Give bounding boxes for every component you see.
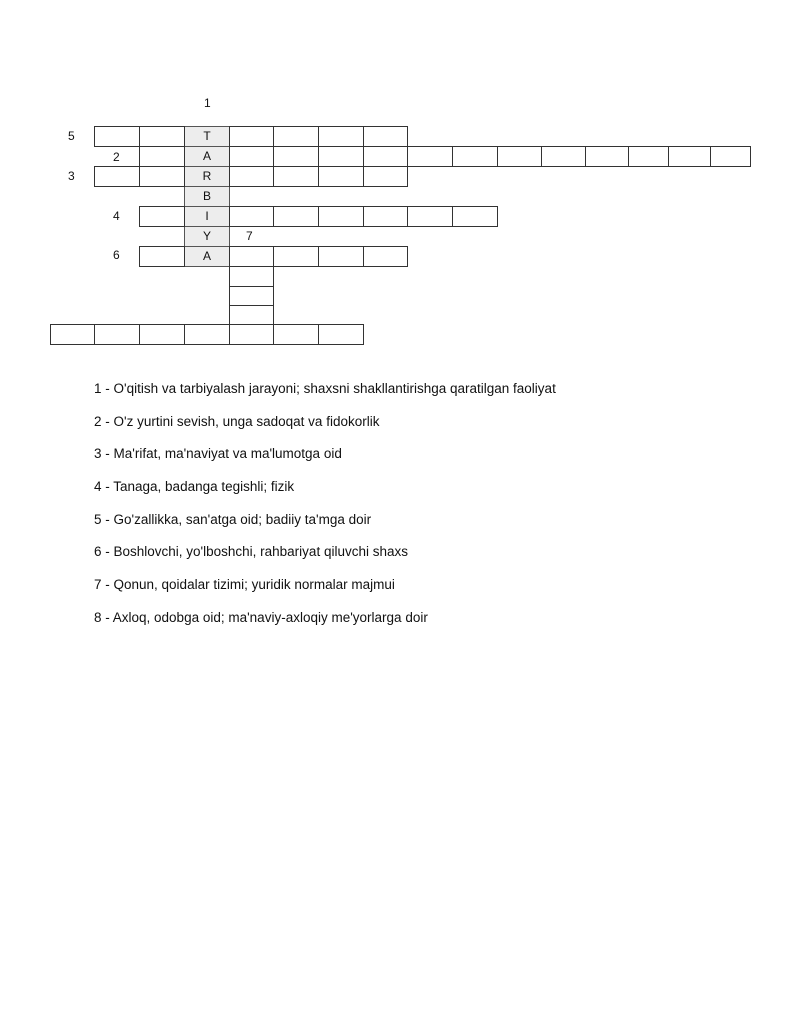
crossword-cell[interactable] — [229, 206, 274, 227]
crossword-cell[interactable] — [184, 324, 230, 345]
crossword-cell[interactable] — [318, 206, 364, 227]
crossword-cell[interactable] — [710, 146, 751, 167]
crossword-cell[interactable] — [452, 206, 498, 227]
clue-item: 7 - Qonun, qoidalar tizimi; yuridik normalar majmui — [94, 577, 395, 593]
crossword-cell[interactable] — [139, 166, 185, 187]
crossword-cell[interactable] — [50, 324, 95, 345]
key-letter-cell[interactable]: I — [184, 206, 230, 227]
crossword-cell[interactable] — [318, 324, 364, 345]
crossword-cell[interactable] — [94, 324, 140, 345]
clue-item: 4 - Tanaga, badanga tegishli; fizik — [94, 479, 295, 495]
crossword-cell[interactable] — [139, 126, 185, 147]
crossword-cell[interactable] — [273, 246, 319, 267]
crossword-cell[interactable] — [628, 146, 669, 167]
key-letter-cell[interactable]: B — [184, 186, 230, 207]
crossword-cell[interactable] — [229, 266, 274, 287]
clue-item: 8 - Axloq, odobga oid; ma'naviy-axloqiy me'yorlarga doir — [94, 609, 428, 625]
crossword-cell[interactable] — [452, 146, 498, 167]
crossword-cell[interactable] — [585, 146, 629, 167]
crossword-cell[interactable] — [407, 146, 453, 167]
crossword-cell[interactable] — [318, 246, 364, 267]
crossword-cell[interactable] — [363, 246, 408, 267]
key-letter-cell[interactable]: T — [184, 126, 230, 147]
crossword-cell[interactable] — [668, 146, 711, 167]
crossword-cell[interactable] — [497, 146, 542, 167]
crossword-cell[interactable] — [318, 166, 364, 187]
key-letter-cell[interactable]: A — [184, 246, 230, 267]
crossword-cell[interactable] — [273, 206, 319, 227]
crossword-cell[interactable] — [229, 324, 274, 345]
clue-item: 5 - Go'zallikka, san'atga oid; badiiy ta'mga doir — [94, 511, 372, 527]
clue-item: 3 - Ma'rifat, ma'naviyat va ma'lumotga oid — [94, 446, 342, 462]
crossword-cell[interactable] — [229, 305, 274, 325]
clue-item: 2 - O'z yurtini sevish, unga sadoqat va fidokorlik — [94, 413, 380, 429]
crossword-cell[interactable] — [318, 126, 364, 147]
crossword-cell[interactable] — [139, 324, 185, 345]
clue-item: 1 - O'qitish va tarbiyalash jarayoni; shaxsni shakllantirishga qaratilgan faoliyat — [94, 381, 556, 396]
crossword-cell[interactable] — [363, 146, 408, 167]
clue-number-4: 4 — [113, 209, 120, 223]
crossword-cell[interactable] — [363, 166, 408, 187]
clue-number-7: 7 — [246, 229, 253, 243]
crossword-cell[interactable] — [363, 126, 408, 147]
crossword-cell[interactable] — [139, 246, 185, 267]
crossword-cell[interactable] — [229, 246, 274, 267]
crossword-cell[interactable] — [273, 146, 319, 167]
crossword-cell[interactable] — [94, 126, 140, 147]
crossword-cell[interactable] — [318, 146, 364, 167]
crossword-cell[interactable] — [273, 324, 319, 345]
clue-number-5: 5 — [68, 129, 75, 143]
crossword-cell[interactable] — [94, 166, 140, 187]
crossword-cell[interactable] — [229, 146, 274, 167]
crossword-cell[interactable] — [229, 166, 274, 187]
crossword-cell[interactable] — [363, 206, 408, 227]
key-letter-cell[interactable]: R — [184, 166, 230, 187]
crossword-cell[interactable] — [541, 146, 586, 167]
clue-number-2: 2 — [113, 150, 120, 164]
crossword-cell[interactable] — [407, 206, 453, 227]
clue-number-1: 1 — [204, 96, 211, 110]
crossword-cell[interactable] — [139, 146, 185, 167]
clue-number-3: 3 — [68, 169, 75, 183]
crossword-cell[interactable] — [273, 166, 319, 187]
crossword-cell[interactable] — [273, 126, 319, 147]
clue-number-6: 6 — [113, 248, 120, 262]
crossword-cell[interactable] — [139, 206, 185, 227]
clue-item: 6 - Boshlovchi, yo'lboshchi, rahbariyat qiluvchi shaxs — [94, 544, 408, 560]
crossword-cell[interactable] — [229, 286, 274, 306]
key-letter-cell[interactable]: A — [184, 146, 230, 167]
key-letter-cell[interactable]: Y — [184, 226, 230, 247]
clue-list — [94, 380, 734, 642]
crossword-cell[interactable] — [229, 126, 274, 147]
